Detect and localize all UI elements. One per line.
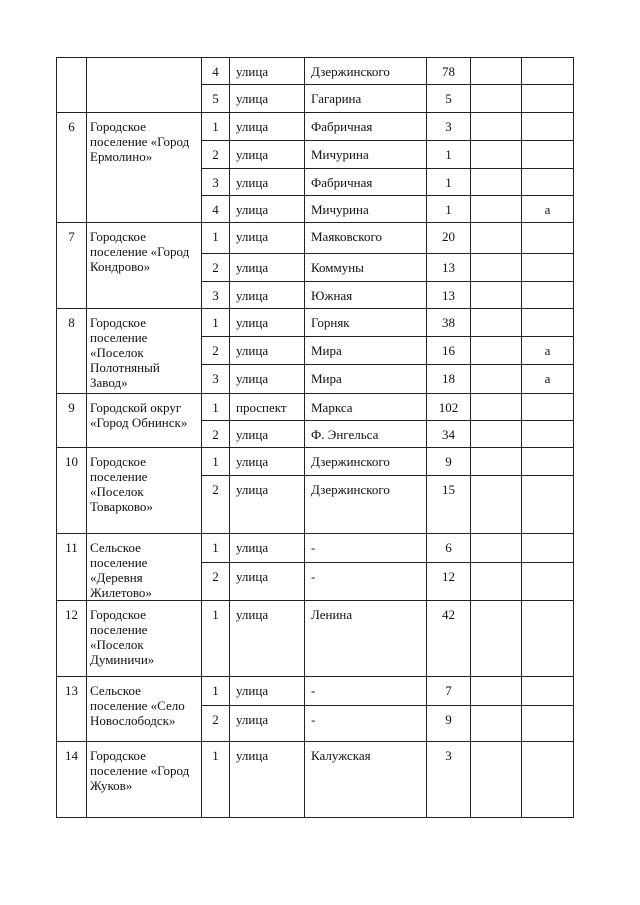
settlement-name-line: поселение «Город (90, 244, 190, 259)
settlement-name (87, 223, 202, 309)
street-type: улица (230, 476, 305, 534)
extra-column-8 (522, 394, 574, 421)
settlement-name-line: Городское (90, 454, 146, 469)
street-type: улица (230, 562, 305, 600)
table-row (57, 394, 574, 421)
table-row (57, 309, 574, 337)
row-index: 4 (202, 58, 230, 85)
settlement-name-line: Товарково» (90, 499, 153, 514)
extra-column-8 (522, 534, 574, 563)
extra-column-8 (522, 223, 574, 254)
settlement-name (87, 534, 202, 601)
street-name: - (305, 706, 427, 742)
street-name: Фабричная (305, 113, 427, 141)
house-number: 1 (427, 141, 471, 169)
row-index: 1 (202, 223, 230, 254)
settlement-name-line: поселение (90, 469, 148, 484)
house-number: 18 (427, 365, 471, 394)
street-name: Дзержинского (305, 476, 427, 534)
row-index: 1 (202, 742, 230, 818)
extra-column-7 (471, 677, 522, 706)
settlement-name (87, 601, 202, 677)
extra-column-8 (522, 706, 574, 742)
group-number: 11 (57, 534, 87, 601)
settlement-name-line: поселение (90, 555, 148, 570)
house-number: 20 (427, 223, 471, 254)
house-number: 102 (427, 394, 471, 421)
row-index: 1 (202, 309, 230, 337)
settlement-name-line: Думиничи» (90, 652, 155, 667)
row-index: 2 (202, 254, 230, 282)
street-name: - (305, 677, 427, 706)
settlement-name-line: Жуков» (90, 778, 133, 793)
row-index: 2 (202, 562, 230, 600)
extra-column-7 (471, 742, 522, 818)
group-number: 8 (57, 309, 87, 394)
table-row (57, 601, 574, 677)
extra-column-8 (522, 58, 574, 85)
street-type: улица (230, 421, 305, 448)
street-name: - (305, 562, 427, 600)
extra-column-8 (522, 562, 574, 600)
settlement-name (87, 113, 202, 223)
extra-column-7 (471, 534, 522, 563)
extra-column-8 (522, 476, 574, 534)
house-number: 13 (427, 254, 471, 282)
settlement-name (87, 309, 202, 394)
settlement-name-line: «Город Обнинск» (90, 415, 188, 430)
extra-column-7 (471, 601, 522, 677)
row-index: 1 (202, 677, 230, 706)
street-name: Мичурина (305, 196, 427, 223)
extra-column-8 (522, 601, 574, 677)
row-index: 1 (202, 113, 230, 141)
extra-column-8 (522, 742, 574, 818)
table-row (57, 58, 574, 85)
settlement-name-line: «Поселок (90, 345, 144, 360)
settlement-name-line: поселение «Село (90, 698, 185, 713)
street-name: Мира (305, 365, 427, 394)
street-type: улица (230, 448, 305, 476)
settlement-name-line: Жилетово» (90, 585, 152, 600)
street-name: - (305, 534, 427, 563)
extra-column-8 (522, 85, 574, 113)
extra-column-8: а (522, 337, 574, 365)
street-name: Дзержинского (305, 58, 427, 85)
street-type: улица (230, 706, 305, 742)
house-number: 5 (427, 85, 471, 113)
street-type: улица (230, 677, 305, 706)
row-index: 1 (202, 534, 230, 563)
street-name: Горняк (305, 309, 427, 337)
extra-column-7 (471, 85, 522, 113)
settlement-name (87, 58, 202, 113)
row-index: 5 (202, 85, 230, 113)
extra-column-7 (471, 113, 522, 141)
group-number (57, 58, 87, 113)
row-index: 1 (202, 394, 230, 421)
settlement-name-line: Кондрово» (90, 259, 151, 274)
house-number: 3 (427, 113, 471, 141)
extra-column-7 (471, 394, 522, 421)
street-type: улица (230, 113, 305, 141)
settlement-name-line: Городское (90, 119, 146, 134)
table-row (57, 677, 574, 706)
extra-column-7 (471, 337, 522, 365)
settlement-name-line: Городское (90, 229, 146, 244)
street-type: улица (230, 223, 305, 254)
row-index: 1 (202, 601, 230, 677)
address-table (56, 57, 574, 818)
table-row (57, 113, 574, 141)
extra-column-7 (471, 421, 522, 448)
street-name: Маяковского (305, 223, 427, 254)
row-index: 2 (202, 337, 230, 365)
settlement-name-line: Городское (90, 315, 146, 330)
row-index: 2 (202, 706, 230, 742)
house-number: 13 (427, 282, 471, 309)
row-index: 2 (202, 141, 230, 169)
settlement-name-line: «Поселок (90, 637, 144, 652)
extra-column-8 (522, 141, 574, 169)
extra-column-7 (471, 196, 522, 223)
extra-column-7 (471, 706, 522, 742)
extra-column-8 (522, 254, 574, 282)
house-number: 9 (427, 706, 471, 742)
extra-column-7 (471, 169, 522, 196)
extra-column-8 (522, 677, 574, 706)
extra-column-8 (522, 309, 574, 337)
street-name: Южная (305, 282, 427, 309)
house-number: 38 (427, 309, 471, 337)
settlement-name-line: Городской округ (90, 400, 182, 415)
table-row (57, 448, 574, 476)
street-type: улица (230, 282, 305, 309)
settlement-name-line: поселение (90, 622, 148, 637)
settlement-name (87, 677, 202, 742)
settlement-name-line: «Деревня (90, 570, 143, 585)
settlement-name-line: Сельское (90, 540, 141, 555)
street-name: Гагарина (305, 85, 427, 113)
house-number: 12 (427, 562, 471, 600)
extra-column-8 (522, 421, 574, 448)
street-type: улица (230, 337, 305, 365)
extra-column-7 (471, 141, 522, 169)
street-type: улица (230, 169, 305, 196)
settlement-name-line: Полотняный (90, 360, 160, 375)
street-type: улица (230, 196, 305, 223)
settlement-name-line: Городское (90, 748, 146, 763)
street-type: улица (230, 365, 305, 394)
extra-column-7 (471, 309, 522, 337)
extra-column-8 (522, 282, 574, 309)
street-name: Дзержинского (305, 448, 427, 476)
row-index: 3 (202, 282, 230, 309)
street-name: Калужская (305, 742, 427, 818)
house-number: 6 (427, 534, 471, 563)
settlement-name (87, 394, 202, 448)
street-type: проспект (230, 394, 305, 421)
street-name: Фабричная (305, 169, 427, 196)
table-body (57, 58, 574, 818)
row-index: 1 (202, 448, 230, 476)
house-number: 34 (427, 421, 471, 448)
extra-column-7 (471, 58, 522, 85)
street-name: Мичурина (305, 141, 427, 169)
extra-column-7 (471, 223, 522, 254)
group-number: 6 (57, 113, 87, 223)
house-number: 3 (427, 742, 471, 818)
extra-column-7 (471, 562, 522, 600)
extra-column-8: а (522, 196, 574, 223)
house-number: 78 (427, 58, 471, 85)
settlement-name-line: поселение «Город (90, 134, 190, 149)
extra-column-7 (471, 448, 522, 476)
table-row (57, 223, 574, 254)
row-index: 3 (202, 365, 230, 394)
street-name: Ленина (305, 601, 427, 677)
street-type: улица (230, 534, 305, 563)
group-number: 10 (57, 448, 87, 534)
street-name: Ф. Энгельса (305, 421, 427, 448)
street-name: Мира (305, 337, 427, 365)
street-name: Маркса (305, 394, 427, 421)
row-index: 2 (202, 421, 230, 448)
settlement-name-line: Городское (90, 607, 146, 622)
row-index: 3 (202, 169, 230, 196)
group-number: 13 (57, 677, 87, 742)
row-index: 2 (202, 476, 230, 534)
extra-column-8: а (522, 365, 574, 394)
extra-column-8 (522, 448, 574, 476)
house-number: 1 (427, 196, 471, 223)
extra-column-7 (471, 365, 522, 394)
street-type: улица (230, 601, 305, 677)
settlement-name (87, 742, 202, 818)
house-number: 15 (427, 476, 471, 534)
extra-column-8 (522, 113, 574, 141)
settlement-name-line: Ермолино» (90, 149, 153, 164)
group-number: 9 (57, 394, 87, 448)
settlement-name-line: Новослободск» (90, 713, 176, 728)
extra-column-7 (471, 282, 522, 309)
street-type: улица (230, 85, 305, 113)
settlement-name-line: «Поселок (90, 484, 144, 499)
extra-column-7 (471, 476, 522, 534)
house-number: 7 (427, 677, 471, 706)
house-number: 16 (427, 337, 471, 365)
table-row (57, 742, 574, 818)
street-type: улица (230, 141, 305, 169)
settlement-name (87, 448, 202, 534)
house-number: 9 (427, 448, 471, 476)
row-index: 4 (202, 196, 230, 223)
street-name: Коммуны (305, 254, 427, 282)
extra-column-7 (471, 254, 522, 282)
street-type: улица (230, 58, 305, 85)
extra-column-8 (522, 169, 574, 196)
street-type: улица (230, 254, 305, 282)
settlement-name-line: поселение (90, 330, 148, 345)
settlement-name-line: поселение «Город (90, 763, 190, 778)
table-row (57, 534, 574, 563)
settlement-name-line: Завод» (90, 375, 128, 390)
group-number: 14 (57, 742, 87, 818)
settlement-name-line: Сельское (90, 683, 141, 698)
street-type: улица (230, 742, 305, 818)
street-type: улица (230, 309, 305, 337)
group-number: 12 (57, 601, 87, 677)
group-number: 7 (57, 223, 87, 309)
house-number: 1 (427, 169, 471, 196)
house-number: 42 (427, 601, 471, 677)
